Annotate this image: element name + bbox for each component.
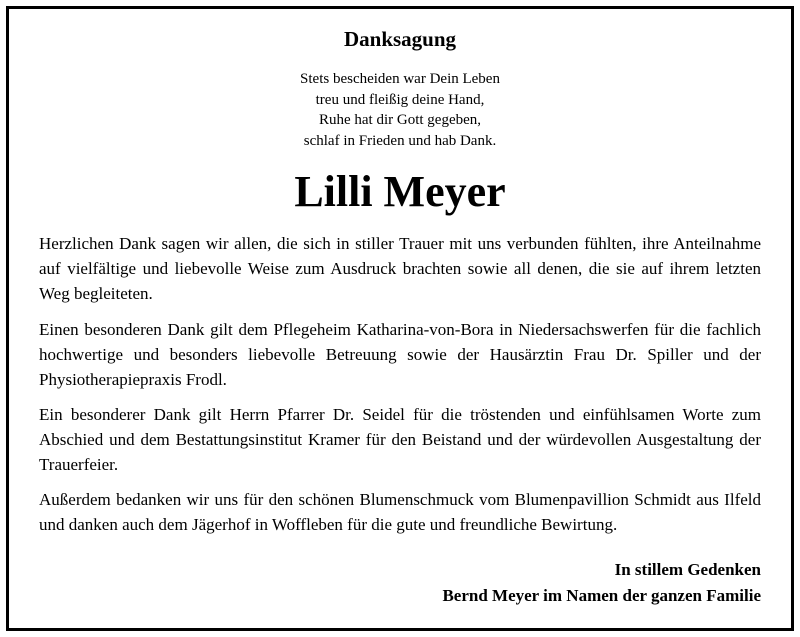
poem-line: treu und fleißig deine Hand,	[315, 91, 485, 108]
notice-heading: Danksagung	[343, 27, 457, 51]
closing-line: In stillem Gedenken	[614, 560, 761, 579]
thanks-paragraph: Außerdem bedanken wir uns für den schönen Blumenschmuck vom Blumenpavillion Schmidt aus Ilfeld und danken auch dem Jägerhof in Woffleben für die gute und freundliche Bewirtung.	[39, 490, 761, 534]
thanks-paragraph: Herzlichen Dank sagen wir allen, die sich in stiller Trauer mit uns verbunden fühlten, ihre Anteilnahme auf vielfältige und liebevolle Weise zum Ausdruck brachten sowie all denen, die sie auf ihrem letzten Weg begleiteten.	[39, 234, 761, 303]
family-signature: Bernd Meyer im Namen der ganzen Familie	[442, 586, 761, 605]
poem-line: schlaf in Frieden und hab Dank.	[303, 132, 497, 149]
thanks-paragraph: Einen besonderen Dank gilt dem Pflegeheim Katharina-von-Bora in Niedersachswerfen für die fachlich hochwertige und besonders liebevolle Betreuung sowie der Hausärztin Frau Dr. Spiller und der Physiotherapiepraxis Frodl.	[39, 320, 761, 389]
thanks-paragraph: Ein besonderer Dank gilt Herrn Pfarrer Dr. Seidel für die tröstenden und einfühlsamen Worte zum Abschied und dem Bestattungsinstitut Kramer für den Beistand und der würdevollen Ausgestaltung der Trauerfeier.	[39, 405, 761, 474]
poem-line: Ruhe hat dir Gott gegeben,	[318, 112, 482, 128]
poem-verse	[0, 69, 800, 151]
deceased-name: Lilli Meyer	[294, 167, 506, 216]
poem-line: Stets bescheiden war Dein Leben	[300, 71, 500, 87]
